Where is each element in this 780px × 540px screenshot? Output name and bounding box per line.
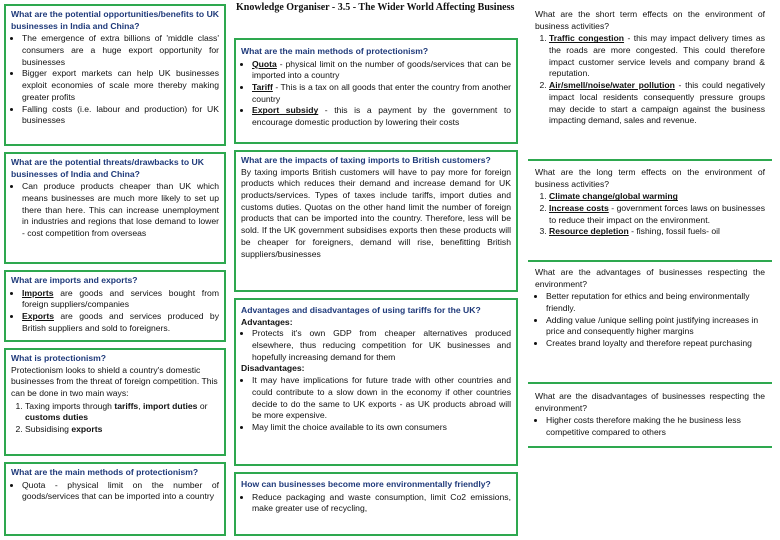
list-item: • Higher costs therefore making the he business less competitive compared to others [546,415,765,438]
threats-heading: What are the potential threats/drawbacks to UK businesses of India and China? [11,157,204,179]
methods-short-heading: What are the main methods of protectionism? [11,467,199,477]
protectionism-box [4,348,226,456]
list-item: • Quota - physical limit on the number of goods/services that can be imported into a country [252,59,511,82]
list-item: • It may have implications for future trade with other countries and could contribute to a slow down in the economy if other countries decide to do the same to UK exports - as UK products abroad will be more expensive. [252,375,511,422]
list-item: • Can produce products cheaper than UK which means businesses are much more likely to set up there than here. This can increase unemployment in industries and regions that lose demand to lower - cost competition from overseas [22,181,219,239]
list-item: • Imports are goods and services bought from foreign suppliers/companies [22,288,219,311]
disadvantages-box [528,386,772,446]
list-item: 1. Traffic congestion - this may impact delivery times as the roads are more congested. This could therefore impact customer service levels and company brand & reputation. [549,33,765,80]
threats-box [4,152,226,264]
short-term-box [528,4,772,156]
opportunities-box [4,4,226,146]
long-term-heading: What are the long term effects on the environment of business activities? [535,167,765,189]
methods-short-box [4,462,226,536]
opportunities-heading: What are the potential opportunities/benefits to UK businesses in India and China? [11,9,219,31]
list-item: • Better reputation for ethics and being environmentally friendly. [546,291,765,314]
green-box [234,472,518,536]
divider [528,159,772,161]
disadvantages-heading: What are the disadvantages of businesses respecting the environment? [535,391,765,413]
page-title: Knowledge Organiser - 3.5 - The Wider World Affecting Business [236,2,515,13]
advantages-heading: What are the advantages of businesses respecting the environment? [535,267,765,289]
list-item: • Adding value /unique selling point justifying increases in price and consequently higher margins [546,315,765,338]
list-item: 2. Subsidising exports [25,424,219,436]
long-term-box [528,162,772,258]
advantages-label: Advantages: [241,316,293,327]
list-item: • Reduce packaging and waste consumption, limit Co2 emissions, make greater use of recycling, [252,492,511,515]
disadvantages-label: Disadvantages: [241,363,305,374]
list-item: • Exports are goods and services produced by British suppliers and sold to foreigners. [22,311,219,334]
list-item: • The emergence of extra billions of 'middle class' consumers are a huge export opportunity for businesses [22,33,219,68]
list-item: • Bigger export markets can help UK businesses exploit economies of scale more thereby making greater profits [22,68,219,103]
advantages-box [528,262,772,380]
list-item: • Export subsidy - this is a payment by the government to encourage domestic production by lowering their costs [252,105,511,128]
divider [528,446,772,448]
list-item: • Protects it's own GDP from cheaper alternatives produced elsewhere, thus reducing competition for UK businesses and hopefully increasing demand for them [252,328,511,363]
impacts-text: By taxing imports British customers will have to pay more for foreign products which reduces their demand and increase demand for UK products/services. Types of taxes include tariffs, import duties and customs duties. Quotas on the other hand limit the number of foreign products that can be imported into the country. Therefore, less will be sold. If the UK government subsidises exports then these products will be cheaper for foreigners, demand will rise, benefitting British suppliers/businesses [241,166,511,259]
protectionism-heading: What is protectionism? [11,353,107,363]
list-item: • Creates brand loyalty and therefore repeat purchasing [546,338,765,350]
methods-box [234,38,518,144]
list-item: 2. Increase costs - government forces laws on businesses to reduce their impact on the environment. [549,203,765,226]
imports-exports-box [4,270,226,342]
list-item: 3. Resource depletion - fishing, fossil fuels- oil [549,226,765,238]
list-item: 1. Climate change/global warming [549,191,765,203]
list-item: 1. Taxing imports through tariffs, import duties or customs duties [25,401,219,424]
divider [528,382,772,384]
tariffs-box [234,298,518,466]
list-item: • Tariff - This is a tax on all goods that enter the country from another country [252,82,511,105]
methods-heading: What are the main methods of protectionism? [241,46,429,56]
tariffs-heading: Advantages and disadvantages of using tariffs for the UK? [241,305,481,315]
imports-exports-heading: What are imports and exports? [11,275,138,285]
list-item: 2. Air/smell/noise/water pollution - this could negatively impact local residents consequently pressure groups may decide to start a campaign against the business impacting demand, sales and revenue. [549,80,765,127]
short-term-heading: What are the short term effects on the environment of business activities? [535,9,765,31]
impacts-box [234,150,518,292]
protectionism-text: Protectionism looks to shield a country's domestic businesses from the threat of foreign competition. This can be done in two main ways: [11,364,218,399]
impacts-heading: What are the impacts of taxing imports to British customers? [241,155,491,165]
list-item: • Falling costs (i.e. labour and production) for UK businesses [22,104,219,127]
list-item: • May limit the choice available to its own consumers [252,422,511,434]
green-heading: How can businesses become more environmentally friendly? [241,479,491,489]
list-item: • Quota - physical limit on the number of goods/services that can be imported into a country [22,480,219,503]
